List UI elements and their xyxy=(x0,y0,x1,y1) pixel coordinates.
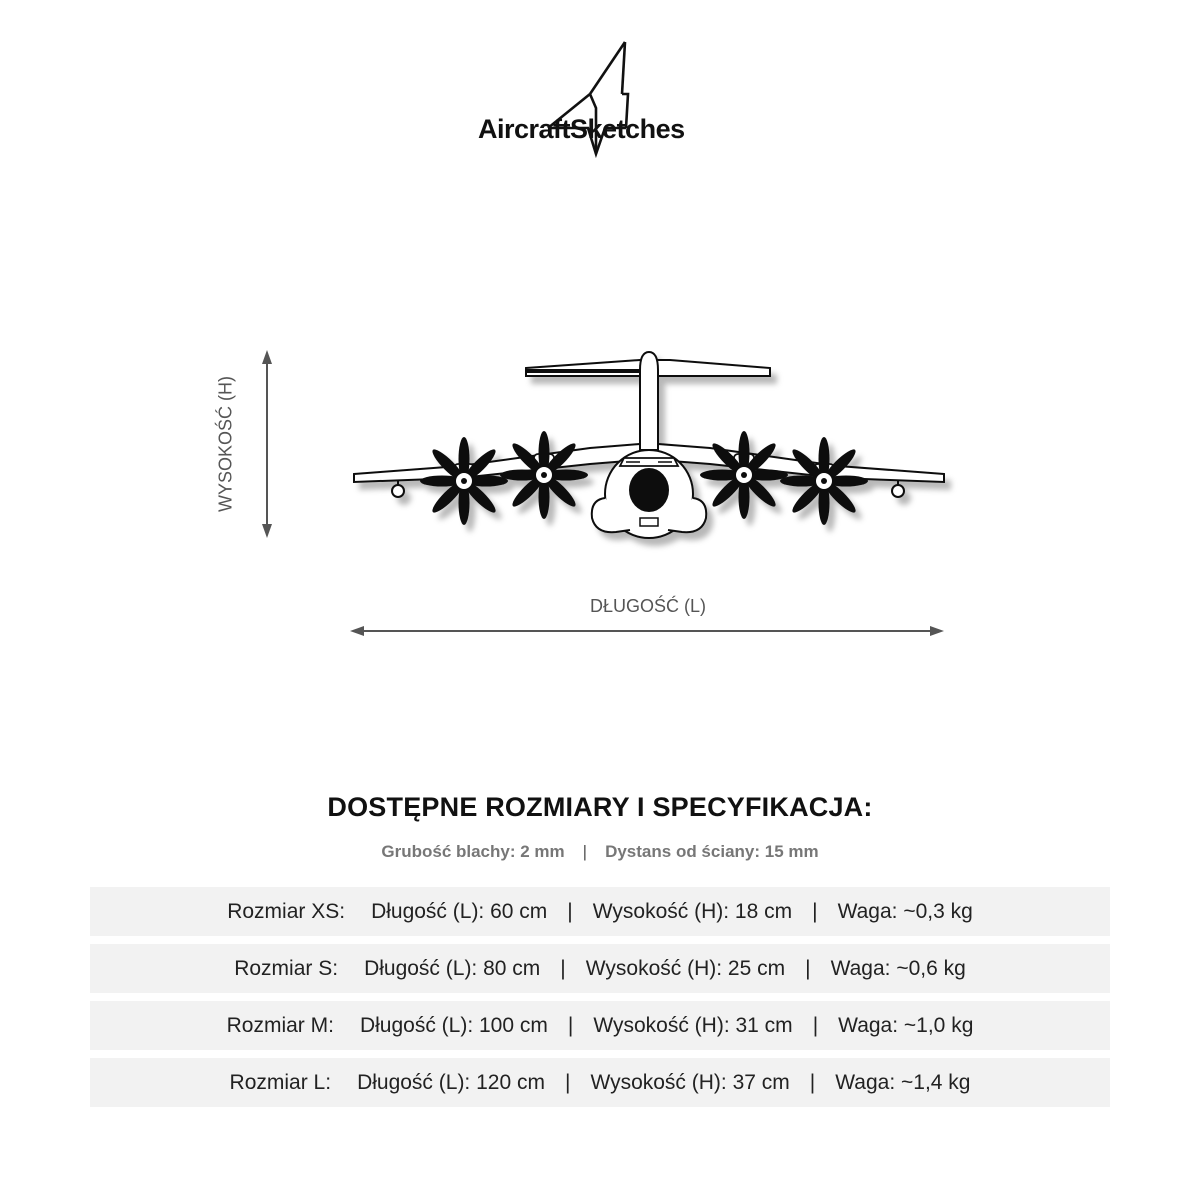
size-height: Wysokość (H): 25 cm xyxy=(585,956,786,980)
size-height: Wysokość (H): 31 cm xyxy=(593,1013,793,1037)
separator: | xyxy=(567,1013,574,1037)
separator: | xyxy=(812,1013,819,1037)
size-row-l xyxy=(90,1058,1110,1107)
size-height: Wysokość (H): 37 cm xyxy=(590,1070,790,1094)
separator: | xyxy=(564,1070,571,1094)
size-row-xs xyxy=(90,887,1110,936)
size-name: Rozmiar L: xyxy=(229,1070,332,1094)
separator: | xyxy=(582,842,588,861)
spec-title: DOSTĘPNE ROZMIARY I SPECYFIKACJA: xyxy=(327,792,873,822)
wall-distance: Dystans od ściany: 15 mm xyxy=(605,842,819,861)
separator: | xyxy=(567,899,573,923)
size-name: Rozmiar S: xyxy=(234,956,339,980)
size-length: Długość (L): 100 cm xyxy=(359,1013,548,1037)
separator: | xyxy=(812,899,818,923)
size-row-m xyxy=(90,1001,1110,1050)
size-weight: Waga: ~1,4 kg xyxy=(835,1070,971,1094)
separator: | xyxy=(560,956,566,980)
size-length: Długość (L): 60 cm xyxy=(371,899,548,923)
size-name: Rozmiar M: xyxy=(226,1013,334,1037)
size-length: Długość (L): 80 cm xyxy=(364,956,541,980)
separator: | xyxy=(805,956,811,980)
separator: | xyxy=(809,1070,816,1094)
size-length: Długość (L): 120 cm xyxy=(357,1070,545,1094)
size-weight: Waga: ~0,6 kg xyxy=(830,956,966,980)
size-table xyxy=(90,887,1110,1115)
size-row-s xyxy=(90,944,1110,993)
spec-subtitle xyxy=(0,842,1200,862)
size-weight: Waga: ~0,3 kg xyxy=(837,899,973,923)
length-label: DŁUGOŚĆ (L) xyxy=(589,596,706,616)
sheet-thickness: Grubość blachy: 2 mm xyxy=(381,842,565,861)
size-height: Wysokość (H): 18 cm xyxy=(592,899,793,923)
size-weight: Waga: ~1,0 kg xyxy=(838,1013,974,1037)
height-label: WYSOKOŚĆ (H) xyxy=(215,375,236,513)
size-name: Rozmiar XS: xyxy=(227,899,346,923)
brand-name: AircraftSketches xyxy=(478,114,685,144)
